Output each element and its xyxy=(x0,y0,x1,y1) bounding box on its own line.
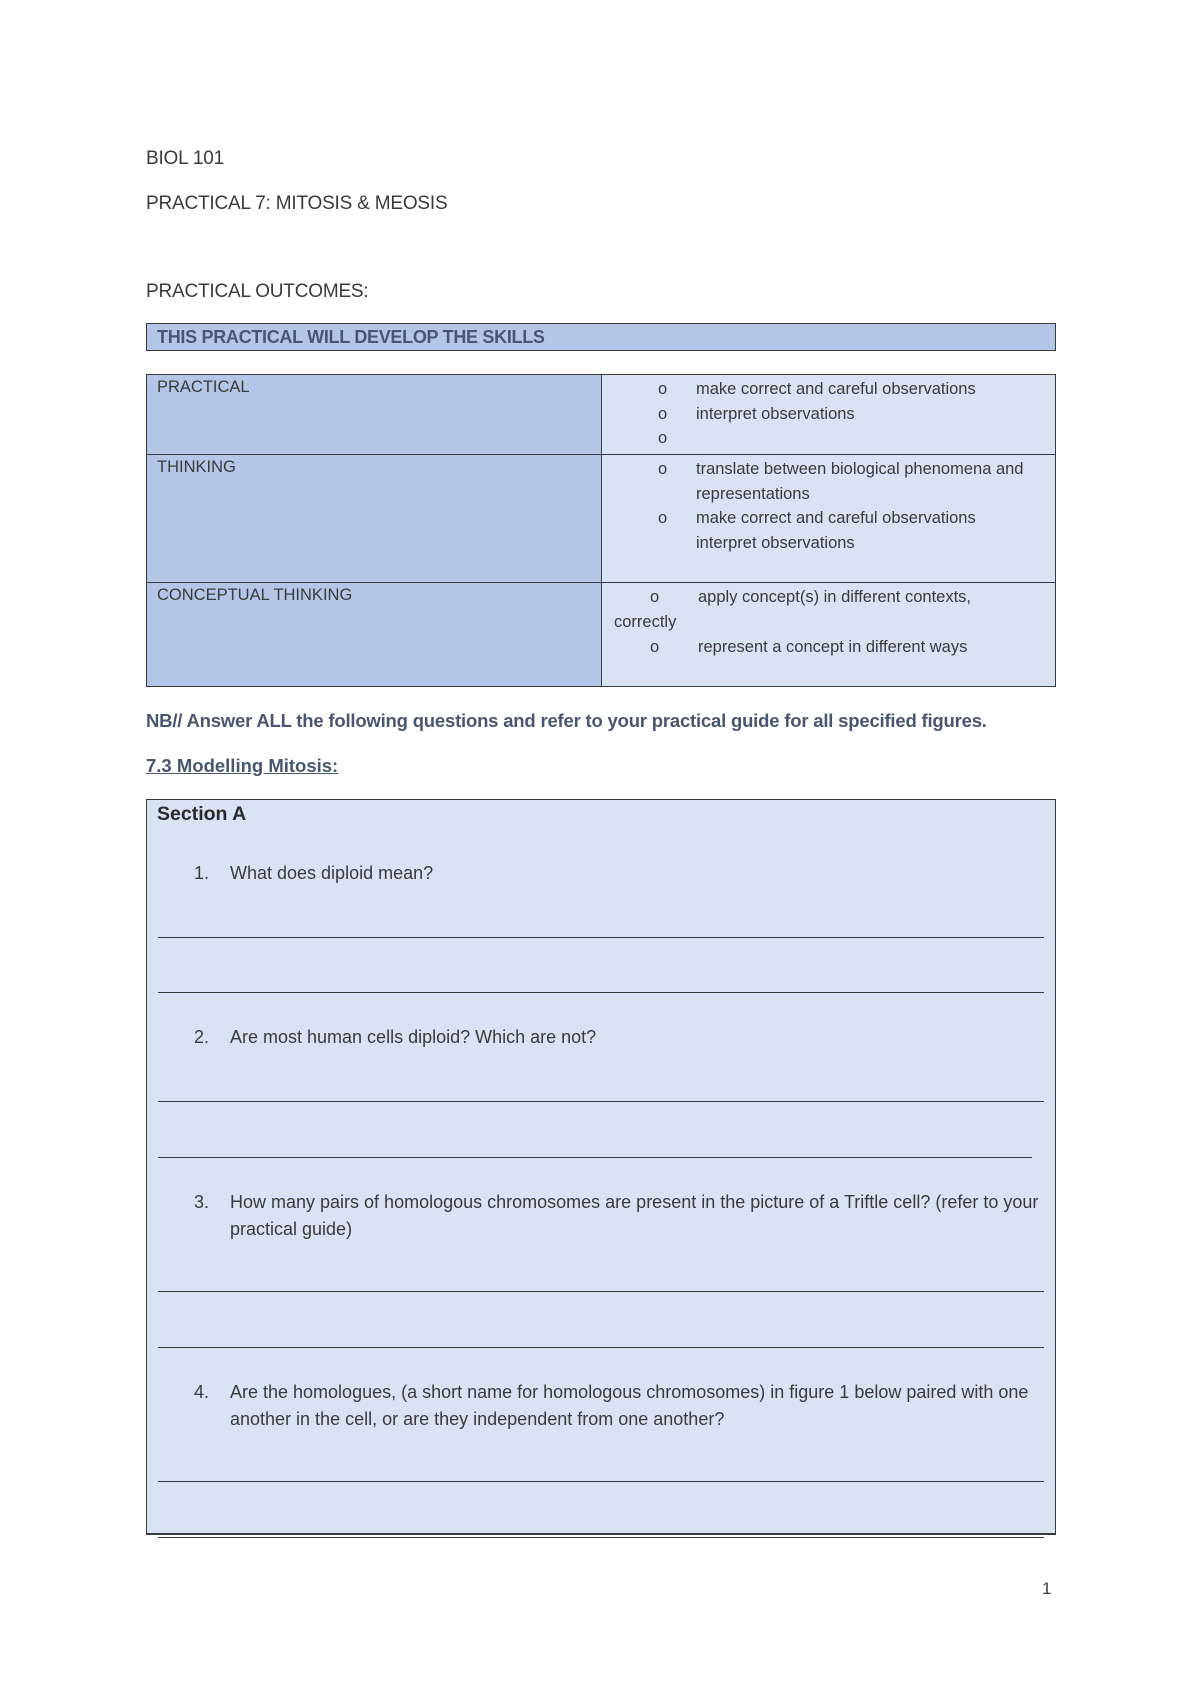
section-label: Section A xyxy=(157,803,247,825)
question-number: 1. xyxy=(194,863,210,883)
skill-item-continuation: interpret observations xyxy=(696,533,855,552)
skill-item-line: make correct and careful observations xyxy=(696,509,976,527)
answer-line[interactable] xyxy=(158,937,1044,938)
question-1 xyxy=(194,860,1044,887)
question-text: Are most human cells diploid? Which are not? xyxy=(230,1027,597,1047)
answer-line[interactable] xyxy=(158,1481,1044,1482)
section-heading: 7.3 Modelling Mitosis: xyxy=(146,755,339,776)
skill-item: correctly xyxy=(614,613,677,631)
skill-items xyxy=(612,457,1045,555)
skill-item xyxy=(658,506,1045,555)
skills-row-thinking xyxy=(147,455,1056,583)
question-3 xyxy=(194,1189,1044,1243)
skill-item: o make correct and careful observations xyxy=(658,377,1045,402)
skill-item: represent a concept in different ways xyxy=(698,638,968,656)
bullet-icon: o xyxy=(650,588,660,606)
skills-heading: THIS PRACTICAL WILL DEVELOP THE SKILLS xyxy=(146,323,1056,351)
practical-title: PRACTICAL 7: MITOSIS & MEOSIS xyxy=(146,193,448,214)
question-number: 2. xyxy=(194,1027,210,1047)
skill-label: THINKING xyxy=(147,455,602,583)
instructions-note: NB// Answer ALL the following questions and refer to your practical guide for all specified figures. xyxy=(146,710,987,731)
skills-row-practical xyxy=(147,375,1056,455)
skill-item: apply concept(s) in different contexts, xyxy=(698,588,972,606)
skill-item xyxy=(658,426,1045,451)
answer-line[interactable] xyxy=(158,1291,1044,1292)
answer-line[interactable] xyxy=(158,992,1044,993)
question-text: How many pairs of homologous chromosomes are present in the picture of a Triftle cell? (refer to your practical guide) xyxy=(230,1192,1039,1239)
skill-item: o interpret observations xyxy=(658,402,1045,427)
answer-line[interactable] xyxy=(158,1537,1044,1538)
outcomes-label: PRACTICAL OUTCOMES: xyxy=(146,281,369,302)
page-number: 1 xyxy=(1042,1579,1052,1598)
skills-row-conceptual xyxy=(147,583,1056,687)
answer-line[interactable] xyxy=(158,1347,1044,1348)
question-text: Are the homologues, (a short name for homologous chromosomes) in figure 1 below paired with one another in the cell, or are they independent from one another? xyxy=(230,1382,1029,1429)
skill-item: o translate between biological phenomena and representations xyxy=(658,457,1045,506)
course-code: BIOL 101 xyxy=(146,148,224,169)
question-4 xyxy=(194,1379,1044,1433)
skill-label: PRACTICAL xyxy=(147,375,602,455)
bullet-icon: o xyxy=(650,638,660,656)
question-number: 3. xyxy=(194,1192,210,1212)
skill-label: CONCEPTUAL THINKING xyxy=(147,583,602,687)
question-2 xyxy=(194,1024,1044,1051)
answer-line[interactable] xyxy=(158,1157,1032,1158)
answer-line[interactable] xyxy=(158,1101,1044,1102)
question-number: 4. xyxy=(194,1382,210,1402)
question-text: What does diploid mean? xyxy=(230,863,434,883)
skill-items xyxy=(612,377,1045,451)
skills-table xyxy=(146,374,1056,687)
